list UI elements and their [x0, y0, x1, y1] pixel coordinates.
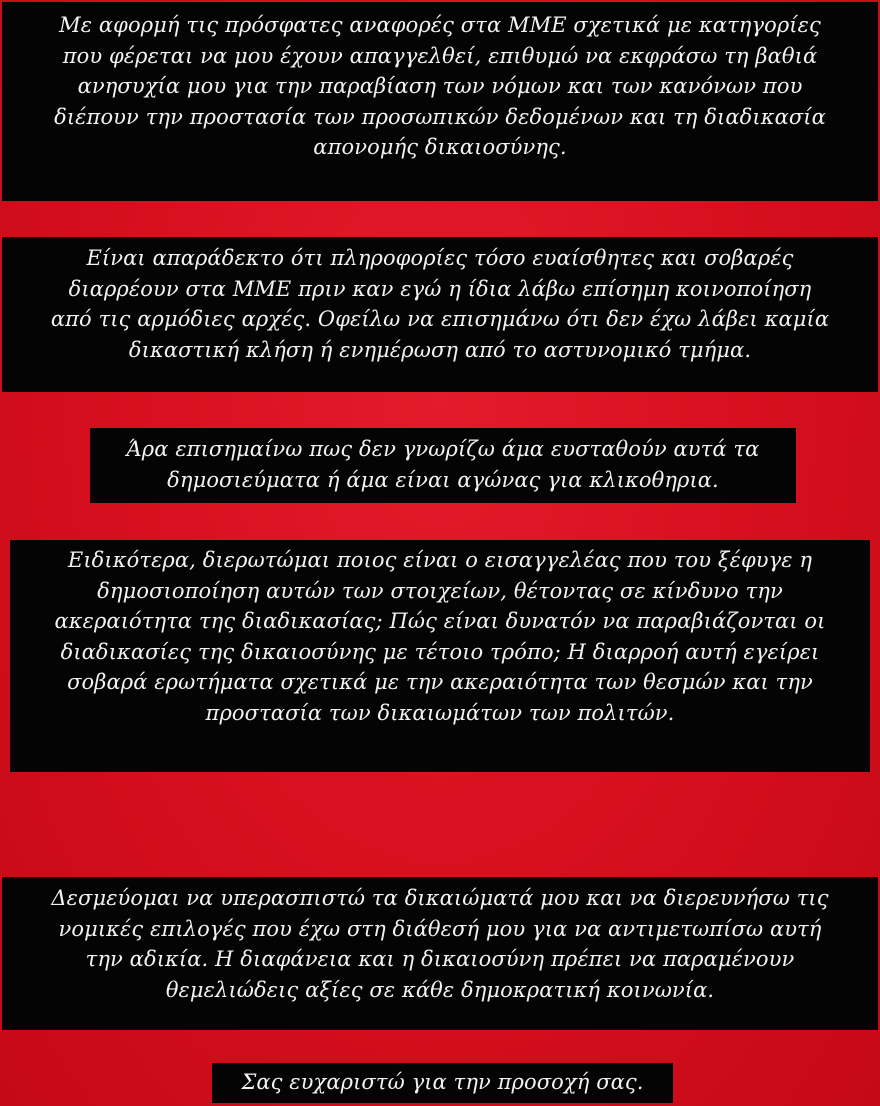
text-line: Είναι απαράδεκτο ότι πληροφορίες τόσο ευαίσθητες και σοβαρές	[86, 246, 794, 270]
text-line: Δεσμεύομαι να υπερασπιστώ τα δικαιώματά μου και να διερευνήσω τις	[51, 886, 829, 910]
text-line: θεμελιώδεις αξίες σε κάθε δημοκρατική κοινωνία.	[165, 977, 715, 1002]
text-line: απονομής δικαιοσύνης.	[313, 135, 567, 159]
statement-paragraph-3	[90, 428, 796, 503]
text-line: την αδικία. Η διαφάνεια και η δικαιοσύνη πρέπει να παραμένουν	[85, 947, 795, 971]
statement-closing	[212, 1063, 673, 1103]
text-line: προστασία των δικαιωμάτων των πολιτών.	[205, 700, 675, 725]
text-line: διέπουν την προστασία των προσωπικών δεδομένων και τη διαδικασία	[54, 104, 826, 129]
text-line: ανησυχία μου για την παραβίαση των νόμων και των κανόνων που	[77, 74, 803, 98]
text-line: διαρρέουν στα ΜΜΕ πριν καν εγώ η ίδια λάβω επίσημη κοινοποίηση	[68, 276, 812, 301]
statement-paragraph-5	[2, 877, 878, 1030]
text-line: δημοσιεύματα ή άμα είναι αγώνας για κλικοθηρια.	[167, 467, 719, 492]
text-line: σοβαρά ερωτήματα σχετικά με την ακεραιότητα των θεσμών και την	[67, 670, 813, 694]
text-line: που φέρεται να μου έχουν απαγγελθεί, επιθυμώ να εκφράσω τη βαθιά	[62, 43, 818, 68]
text-line: νομικές επιλογές που έχω στη διάθεσή μου για να αντιμετωπίσω αυτή	[58, 916, 822, 941]
text-line: Με αφορμή τις πρόσφατες αναφορές στα ΜΜΕ σχετικά με κατηγορίες	[59, 13, 821, 37]
statement-paragraph-1	[2, 2, 878, 201]
text-line: δημοσιοποίηση αυτών των στοιχείων, θέτοντας σε κίνδυνο την	[97, 578, 783, 603]
statement-paragraph-4	[10, 540, 870, 772]
text-line: από τις αρμόδιες αρχές. Οφείλω να επισημάνω ότι δεν έχω λάβει καμία	[50, 307, 830, 331]
text-line: δικαστική κλήση ή ενημέρωση από το αστυνομικό τμήμα.	[128, 337, 752, 362]
text-line: Ειδικότερα, διερωτώμαι ποιος είναι ο εισαγγελέας που του ξέφυγε η	[67, 548, 813, 572]
text-line: Άρα επισημαίνω πως δεν γνωρίζω άμα ευσταθούν αυτά τα	[126, 437, 760, 461]
statement-paragraph-2	[2, 237, 878, 392]
text-line: διαδικασίες της δικαιοσύνης με τέτοιο τρόπο; Η διαρροή αυτή εγείρει	[60, 639, 820, 664]
text-line: ακεραιότητα της διαδικασίας; Πώς είναι δυνατόν να παραβιάζονται οι	[54, 609, 826, 633]
text-line: Σας ευχαριστώ για την προσοχή σας.	[241, 1070, 644, 1094]
